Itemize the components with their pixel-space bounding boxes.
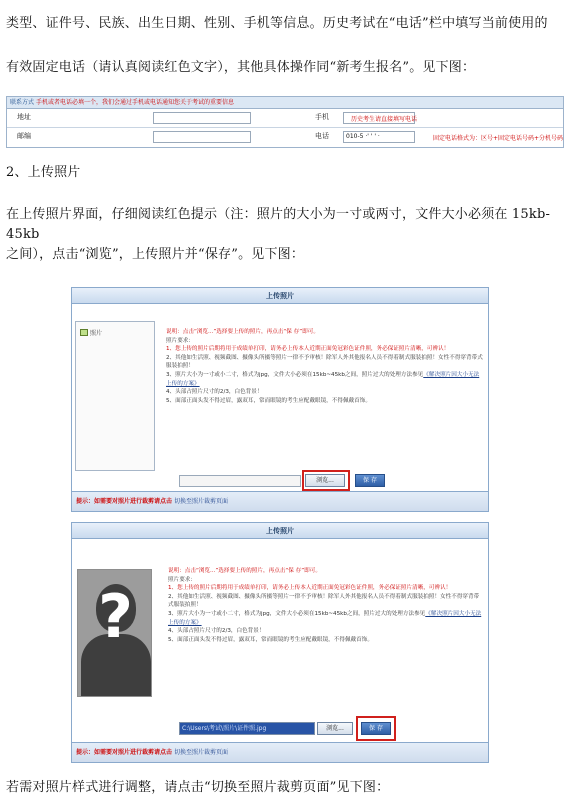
mobile-label: 手机 <box>315 113 329 121</box>
postcode-label: 邮编 <box>17 132 31 140</box>
phone-format-hint: 固定电话格式为：区号+固定电话号码+分机号码 <box>433 135 564 142</box>
save-button[interactable]: 保 存 <box>355 474 385 487</box>
photo-preview-box <box>75 321 155 471</box>
note-item-5: 5、面部正面头发不得过眉，露双耳，常而眼镜的考生应配戴眼镜，不得佩戴首饰。 <box>166 397 371 404</box>
note-item-5: 5、面部正面头发不得过眉，露双耳，常而眼镜的考生应配戴眼镜，不得佩戴首饰。 <box>168 636 373 643</box>
upload-photo-panel-with-preview <box>71 522 489 763</box>
photo-preview-avatar <box>77 569 152 697</box>
section-heading: 2、上传照片 <box>6 165 81 180</box>
photo-label <box>80 328 102 337</box>
note-item-1: 1、您上传的照片后期将用于成绩单打印，请务必上传本人近期正面免冠彩色证件照，务必保证照片清晰，可辨认！ <box>168 585 452 592</box>
contact-row-phone <box>7 128 563 147</box>
photo-label-text: 照片 <box>90 330 103 337</box>
upload-instructions <box>168 567 484 644</box>
file-path-input[interactable]: C:\Users\考试\照片\证件照.jpg <box>179 722 315 735</box>
panel-footer <box>72 742 488 762</box>
switch-to-crop-link[interactable]: 切换至照片裁剪页面 <box>173 749 228 756</box>
note-intro: 说明：点击“浏览...”选择要上传的照片，再点击“保 存”即可。 <box>166 329 319 335</box>
panel-body <box>72 539 488 742</box>
phone-label: 电话 <box>315 132 329 140</box>
note-item-2: 2、其他如生活照、视频截图、摄像头所摄等照片一律不予审核！除军人外其他报名人员不得着制式服装拍照！女性不得穿背带式服装拍照！ <box>168 593 480 609</box>
upload-instructions <box>166 328 484 405</box>
upload-photo-panel <box>71 287 489 512</box>
note-requirements-title: 照片要求： <box>168 576 196 583</box>
panel-title: 上传照片 <box>72 523 488 539</box>
contact-header-label: 联系方式 <box>10 99 35 106</box>
contact-form-header <box>7 97 563 109</box>
contact-header-notice: 手机或者电话必填一个，我们会通过手机或电话通知您关于考试的重要信息 <box>35 99 234 106</box>
highlight-box <box>356 716 396 741</box>
paragraph-line: 之间），点击“浏览”，上传照片并“保存”。见下图： <box>6 247 305 262</box>
note-item-4: 4、头部占照片尺寸的2/3，白色背景！ <box>168 628 265 635</box>
note-item-2: 2、其他如生活照、视频截图、摄像头所摄等照片一律不予审核！除军人外其他报名人员不得着制式服装拍照！女性不得穿背带式服装拍照！ <box>166 354 483 370</box>
contact-row-address <box>7 109 563 128</box>
file-path-input[interactable] <box>179 475 301 487</box>
save-button[interactable]: 保 存 <box>361 722 391 735</box>
switch-to-crop-link[interactable]: 切换至照片裁剪页面 <box>173 498 228 505</box>
contact-form-screenshot <box>6 96 564 148</box>
phone-field[interactable]: 010-5 ·' ' ' · <box>343 131 415 143</box>
note-intro: 说明：点击“浏览...”选择要上传的照片，再点击“保 存”即可。 <box>168 568 321 574</box>
highlight-box <box>302 470 350 491</box>
note-item-1: 1、您上传的照片后期将用于成绩单打印，请务必上传本人近期正面免冠彩色证件照，务必保证照片清晰，可辨认！ <box>166 346 450 353</box>
postcode-field[interactable] <box>153 131 251 143</box>
panel-footer <box>72 491 488 511</box>
photo-size-solution-link[interactable]: 《解决照片因大小无法上传的方案》 <box>166 371 480 387</box>
paragraph-line: 若需对照片样式进行调整，请点击“切换至照片裁剪页面”见下图： <box>6 780 390 795</box>
paragraph-line: 有效固定电话（请认真阅读红色文字），其他具体操作同“新考生报名”。见下图： <box>6 60 476 75</box>
crop-tip: 提示：如需要对照片进行裁剪请点击 <box>76 749 173 756</box>
photo-size-solution-link[interactable]: 《解决照片因大小无法上传的方案》 <box>168 610 482 626</box>
address-field[interactable] <box>153 112 251 124</box>
crop-tip: 提示：如需要对照片进行裁剪请点击 <box>76 498 173 505</box>
panel-body <box>72 304 488 493</box>
note-item-4: 4、头部占照片尺寸的2/3，白色背景！ <box>166 389 263 396</box>
browse-button[interactable]: 浏览... <box>305 474 345 487</box>
note-item-3: 3、照片大小为一寸或小二寸，格式为jpg，文件大小必须在15kb~45kb之间，照片过大的处理方法参见 <box>166 371 424 378</box>
image-icon <box>80 329 88 336</box>
note-item-3: 3、照片大小为一寸或小二寸，格式为jpg，文件大小必须在15kb~45kb之间，照片过大的处理方法参见 <box>168 610 426 617</box>
question-mark-icon: ? <box>98 582 133 652</box>
paragraph-line: 类型、证件号、民族、出生日期、性别、手机等信息。历史考试在“电话”栏中填写当前使用的 <box>6 16 548 31</box>
panel-title: 上传照片 <box>72 288 488 304</box>
note-requirements-title: 照片要求： <box>166 337 194 344</box>
paragraph-line: 在上传照片界面，仔细阅读红色提示（注：照片的大小为一寸或两寸，文件大小必须在 15kb-45kb <box>6 207 551 242</box>
mobile-hint: 历史考生请直接填写电话 <box>351 116 418 123</box>
address-label: 地址 <box>17 113 31 121</box>
browse-button[interactable]: 浏览... <box>317 722 353 735</box>
